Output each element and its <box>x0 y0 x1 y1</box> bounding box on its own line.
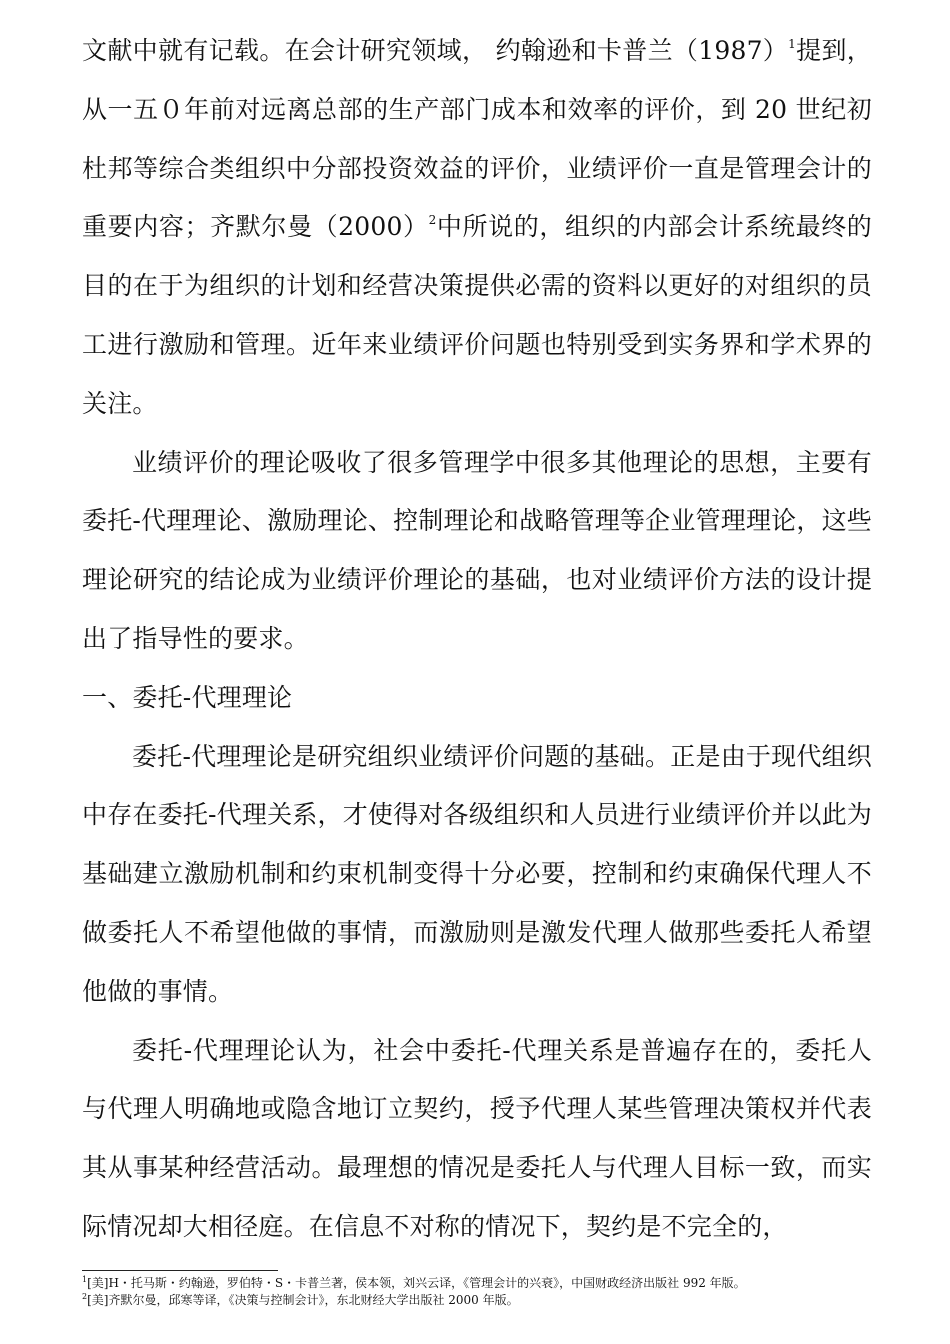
footnote <box>82 1292 902 1309</box>
footnote-ref-1[interactable]: 1 <box>788 37 796 51</box>
section-heading: 一、委托-代理理论 <box>82 682 293 712</box>
paragraph: 委托-代理理论认为，社会中委托-代理关系是普遍存在的，委托人与代理人明确地或隐含地订立契约，授予代理人某些管理决策权并代表其从事某种经营活动。最理想的情况是委托人与代理人目标一致，而实际情况却大相径庭。在信息不对称的情况下，契约是不完全的， <box>82 1035 872 1241</box>
footnote-mark: 2 <box>82 1292 88 1301</box>
footnote <box>82 1275 902 1292</box>
footnote-text: [美]齐默尔曼，邱寒等译，《决策与控制会计》，东北财经大学出版社 2000 年版。 <box>87 1293 519 1307</box>
footnote-separator <box>82 1270 278 1271</box>
footnote-ref-2[interactable]: 2 <box>428 213 437 228</box>
footnotes <box>82 1275 902 1309</box>
paragraph: 业绩评价的理论吸收了很多管理学中很多其他理论的思想，主要有委托-代理理论、激励理论、控制理论和战略管理等企业管理理论，这些理论研究的结论成为业绩评价理论的基础，也对业绩评价方法的设计提出了指导性的要求。 <box>82 447 872 653</box>
paragraph-text: 提到，从一五０年前对远离总部的生产部门成本和效率的评价，到 20 世纪初杜邦等综合类组织中分部投资效益的评价，业绩评价一直是管理会计的重要内容；齐默尔曼（2000） <box>82 36 872 242</box>
footnote-text: [美]H・托马斯・约翰逊，罗伯特・S・卡普兰著，侯本领，刘兴云译，《管理会计的兴衰》，中国财政经济出版社 992 年版。 <box>87 1276 746 1290</box>
paragraph-text: 中所说的，组织的内部会计系统最终的目的在于为组织的计划和经营决策提供必需的资料以更好的对组织的员工进行激励和管理。近年来业绩评价问题也特别受到实务界和学术界的关注。 <box>82 212 873 418</box>
body-text <box>82 22 872 1257</box>
paragraph-text: 文献中就有记载。在会计研究领域， 约翰逊和卡普兰（1987） <box>82 36 789 65</box>
paragraph <box>82 22 872 434</box>
footnote-mark: 1 <box>82 1275 88 1284</box>
paragraph: 委托-代理理论是研究组织业绩评价问题的基础。正是由于现代组织中存在委托-代理关系，才使得对各级组织和人员进行业绩评价并以此为基础建立激励机制和约束机制变得十分必要，控制和约束确保代理人不做委托人不希望他做的事情，而激励则是激发代理人做那些委托人希望他做的事情。 <box>82 741 872 1006</box>
